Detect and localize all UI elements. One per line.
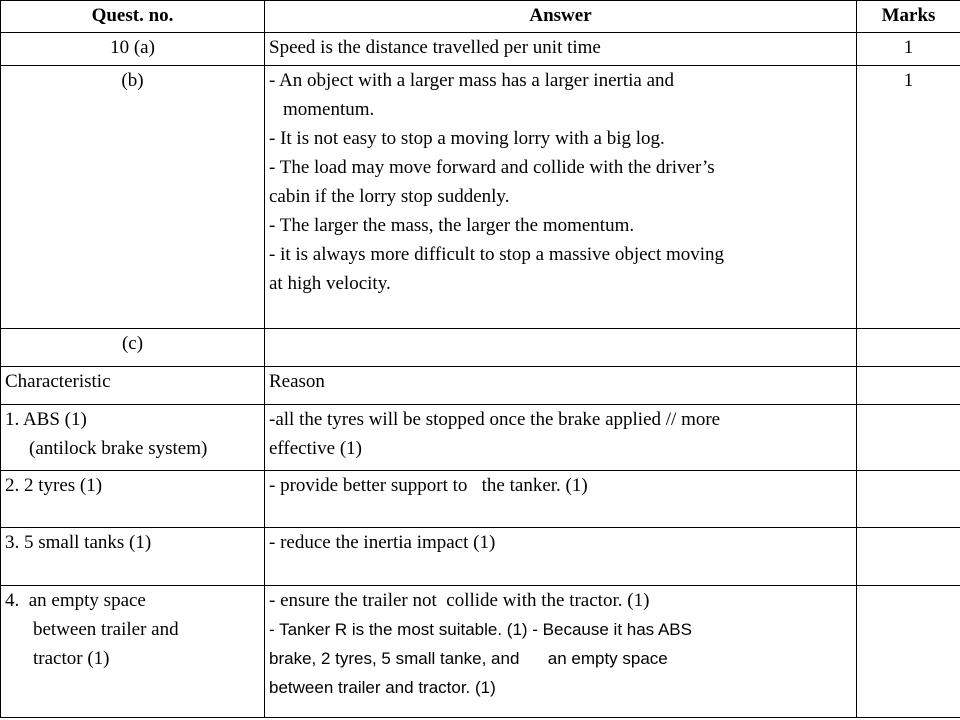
characteristic-heading: Characteristic — [1, 367, 265, 405]
marks-cell — [857, 405, 960, 471]
marks-cell — [857, 528, 960, 586]
table-row-tanks — [1, 528, 960, 586]
marks-cell — [857, 471, 960, 528]
table-row-headers — [1, 367, 960, 405]
characteristic-line: between trailer and — [33, 619, 179, 640]
answer-line: at high velocity. — [269, 273, 391, 294]
table-row-10a — [1, 33, 960, 66]
reason-cell: - provide better support to the tanker. (1) — [265, 471, 857, 528]
answer-line: - The larger the mass, the larger the momentum. — [269, 215, 635, 236]
table-row-b — [1, 66, 960, 329]
marks-cell — [857, 586, 960, 718]
quest-no-cell: 10 (a) — [1, 33, 265, 66]
quest-no-cell: (b) — [1, 66, 265, 329]
answer-line: - it is always more difficult to stop a massive object moving — [269, 244, 725, 265]
marks-cell — [857, 329, 960, 367]
header-marks: Marks — [857, 1, 960, 33]
characteristic-line: tractor (1) — [33, 648, 110, 669]
reason-heading: Reason — [265, 367, 857, 405]
reason-line: -all the tyres will be stopped once the brake applied // more — [269, 409, 721, 430]
table-row-tyres — [1, 471, 960, 528]
quest-no-cell: (c) — [1, 329, 265, 367]
reason-line: - Tanker R is the most suitable. (1) - Because it has ABS — [269, 620, 692, 639]
characteristic-cell — [1, 586, 265, 718]
answer-cell — [265, 329, 857, 367]
reason-cell: - reduce the inertia impact (1) — [265, 528, 857, 586]
characteristic-cell: 3. 5 small tanks (1) — [1, 528, 265, 586]
characteristic-line: (antilock brake system) — [29, 438, 208, 459]
marks-cell: 1 — [857, 66, 960, 329]
characteristic-line: 1. ABS (1) — [5, 409, 87, 430]
reason-line: - ensure the trailer not collide with the tractor. (1) — [269, 590, 650, 611]
marks-cell — [857, 367, 960, 405]
characteristic-cell: 2. 2 tyres (1) — [1, 471, 265, 528]
answer-line: - An object with a larger mass has a larger inertia and — [269, 70, 675, 91]
answer-line: cabin if the lorry stop suddenly. — [269, 186, 510, 207]
table-row-empty-space — [1, 586, 960, 718]
characteristic-line: 4. an empty space — [5, 590, 146, 611]
reason-line: between trailer and tractor. (1) — [269, 678, 496, 697]
answer-line: - The load may move forward and collide with the driver’s — [269, 157, 715, 178]
reason-cell — [265, 586, 857, 718]
answer-line: momentum. — [283, 99, 375, 120]
table-row-c — [1, 329, 960, 367]
reason-line: brake, 2 tyres, 5 small tanke, and an empty space — [269, 649, 668, 668]
characteristic-cell — [1, 405, 265, 471]
answer-cell — [265, 66, 857, 329]
reason-cell — [265, 405, 857, 471]
header-quest-no: Quest. no. — [1, 1, 265, 33]
answer-cell: Speed is the distance travelled per unit time — [265, 33, 857, 66]
answer-line: - It is not easy to stop a moving lorry with a big log. — [269, 128, 665, 149]
marks-cell: 1 — [857, 33, 960, 66]
header-row — [1, 1, 960, 33]
table-row-abs — [1, 405, 960, 471]
reason-line: effective (1) — [269, 438, 363, 459]
header-answer: Answer — [265, 1, 857, 33]
